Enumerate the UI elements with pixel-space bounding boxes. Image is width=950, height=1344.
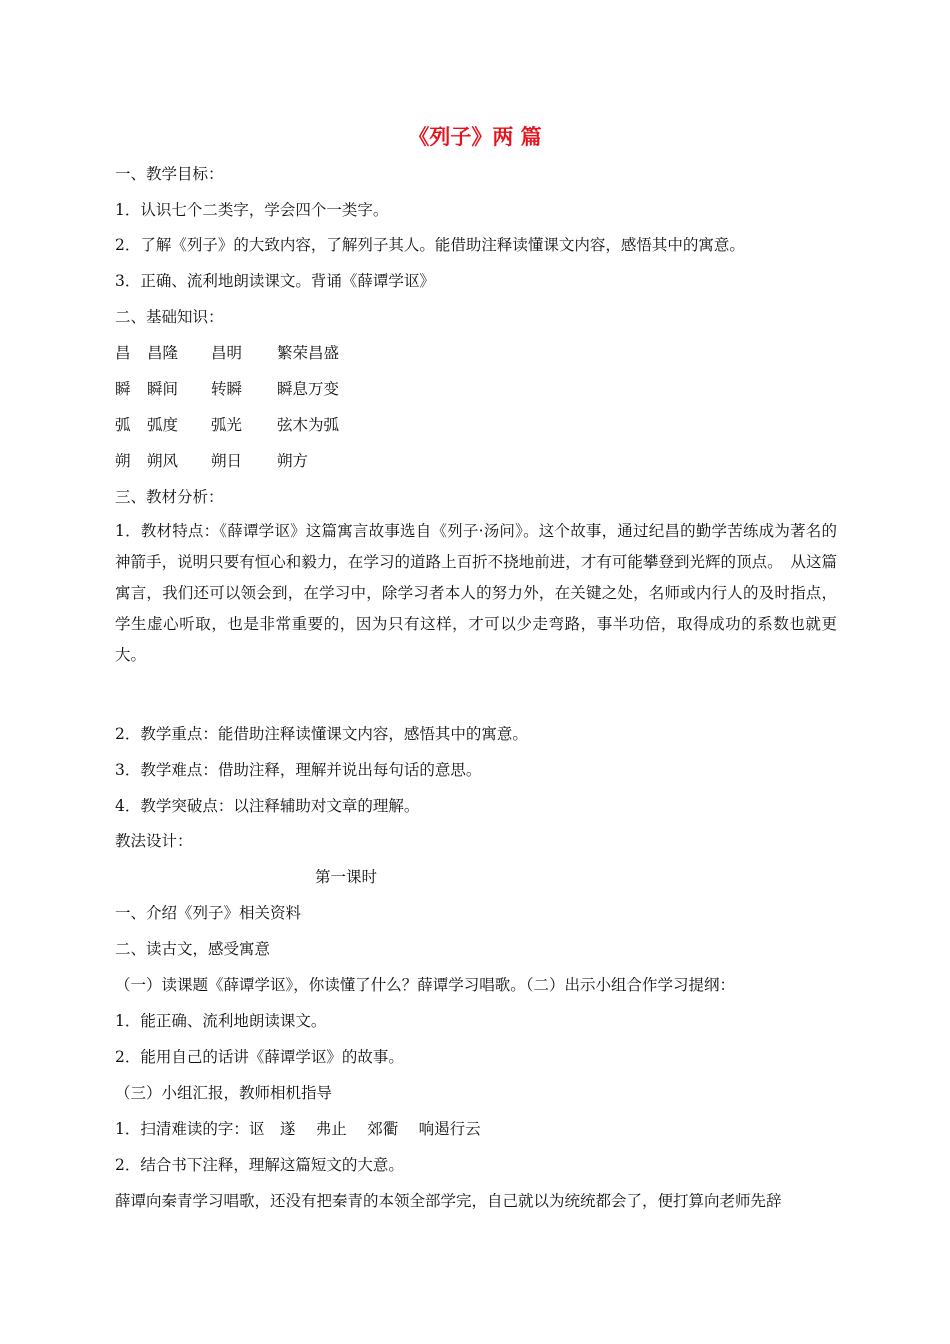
method-step: 一、介绍《列子》相关资料 — [115, 904, 302, 922]
method-step: 2．能用自己的话讲《薛谭学讴》的故事。 — [115, 1048, 404, 1066]
analysis-features-paragraph: 1．教材特点：《薛谭学讴》这篇寓言故事选自《列子·汤问》。这个故事，通过纪昌的勤学苦练成为著名的神箭手，说明只要有恒心和毅力，在学习的道路上百折不挠地前进，才有可能攀登到光辉的顶点。 从这篇寓言，我们还可以领会到，在学习中，除学习者本人的努力外，在关键之处，名师或内行人的及时指点，学生虚心听取，也是非常重要的，因为只有这样，才可以少走弯路，事半功倍，取得成功的系数也就更大。 — [115, 522, 837, 664]
section-heading-basics: 二、基础知识： — [115, 308, 224, 326]
vocab-word: 转瞬 — [211, 380, 243, 398]
method-step: 薛谭向秦青学习唱歌，还没有把秦青的本领全部学完，自己就以为统统都会了，便打算向老师先辞 — [115, 1192, 782, 1210]
analysis-item: 2．教学重点：能借助注释读懂课文内容，感悟其中的寓意。 — [115, 725, 528, 743]
section-heading-method: 教法设计： — [115, 832, 193, 850]
section-heading-objectives: 一、教学目标： — [115, 165, 224, 183]
vocab-row — [115, 414, 339, 436]
method-step: （一）读课题《薛谭学讴》，你读懂了什么？薛谭学习唱歌。（二）出示小组合作学习提纲： — [115, 976, 736, 994]
vocab-word: 弧度 — [147, 416, 179, 434]
analysis-item: 3．教学难点：借助注释，理解并说出每句话的意思。 — [115, 761, 482, 779]
vocab-idiom: 朔方 — [277, 452, 309, 470]
analysis-item: 4．教学突破点：以注释辅助对文章的理解。 — [115, 797, 420, 815]
vocab-idiom: 繁荣昌盛 — [277, 344, 340, 362]
document-title: 《列子》两 篇 — [408, 125, 542, 149]
vocab-char: 朔 — [115, 452, 131, 470]
lesson-title: 第一课时 — [315, 868, 378, 886]
vocab-idiom: 弦木为弧 — [277, 416, 340, 434]
vocab-word: 朔风 — [147, 452, 179, 470]
method-step: （三）小组汇报，教师相机指导 — [115, 1084, 333, 1102]
vocab-row — [115, 450, 308, 472]
method-step: 2．结合书下注释，理解这篇短文的大意。 — [115, 1156, 404, 1174]
vocab-row — [115, 378, 339, 400]
method-step: 1．扫清难读的字：讴 遂 弗止 郊衢 响遏行云 — [115, 1120, 481, 1138]
method-step: 二、读古文，感受寓意 — [115, 940, 271, 958]
objective-item: 3．正确、流利地朗读课文。背诵《薛谭学讴》 — [115, 272, 435, 290]
objective-item: 1．认识七个二类字，学会四个一类字。 — [115, 201, 389, 219]
vocab-word: 弧光 — [211, 416, 243, 434]
vocab-word: 昌明 — [211, 344, 243, 362]
vocab-row — [115, 342, 339, 364]
objective-item: 2．了解《列子》的大致内容，了解列子其人。能借助注释读懂课文内容，感悟其中的寓意。 — [115, 236, 745, 254]
vocab-word: 昌隆 — [147, 344, 179, 362]
method-step: 1．能正确、流利地朗读课文。 — [115, 1012, 327, 1030]
vocab-char: 昌 — [115, 344, 131, 362]
section-heading-analysis: 三、教材分析： — [115, 488, 224, 506]
vocab-idiom: 瞬息万变 — [277, 380, 340, 398]
vocab-word: 瞬间 — [147, 380, 179, 398]
vocab-char: 弧 — [115, 416, 131, 434]
vocab-char: 瞬 — [115, 380, 131, 398]
vocab-word: 朔日 — [211, 452, 243, 470]
